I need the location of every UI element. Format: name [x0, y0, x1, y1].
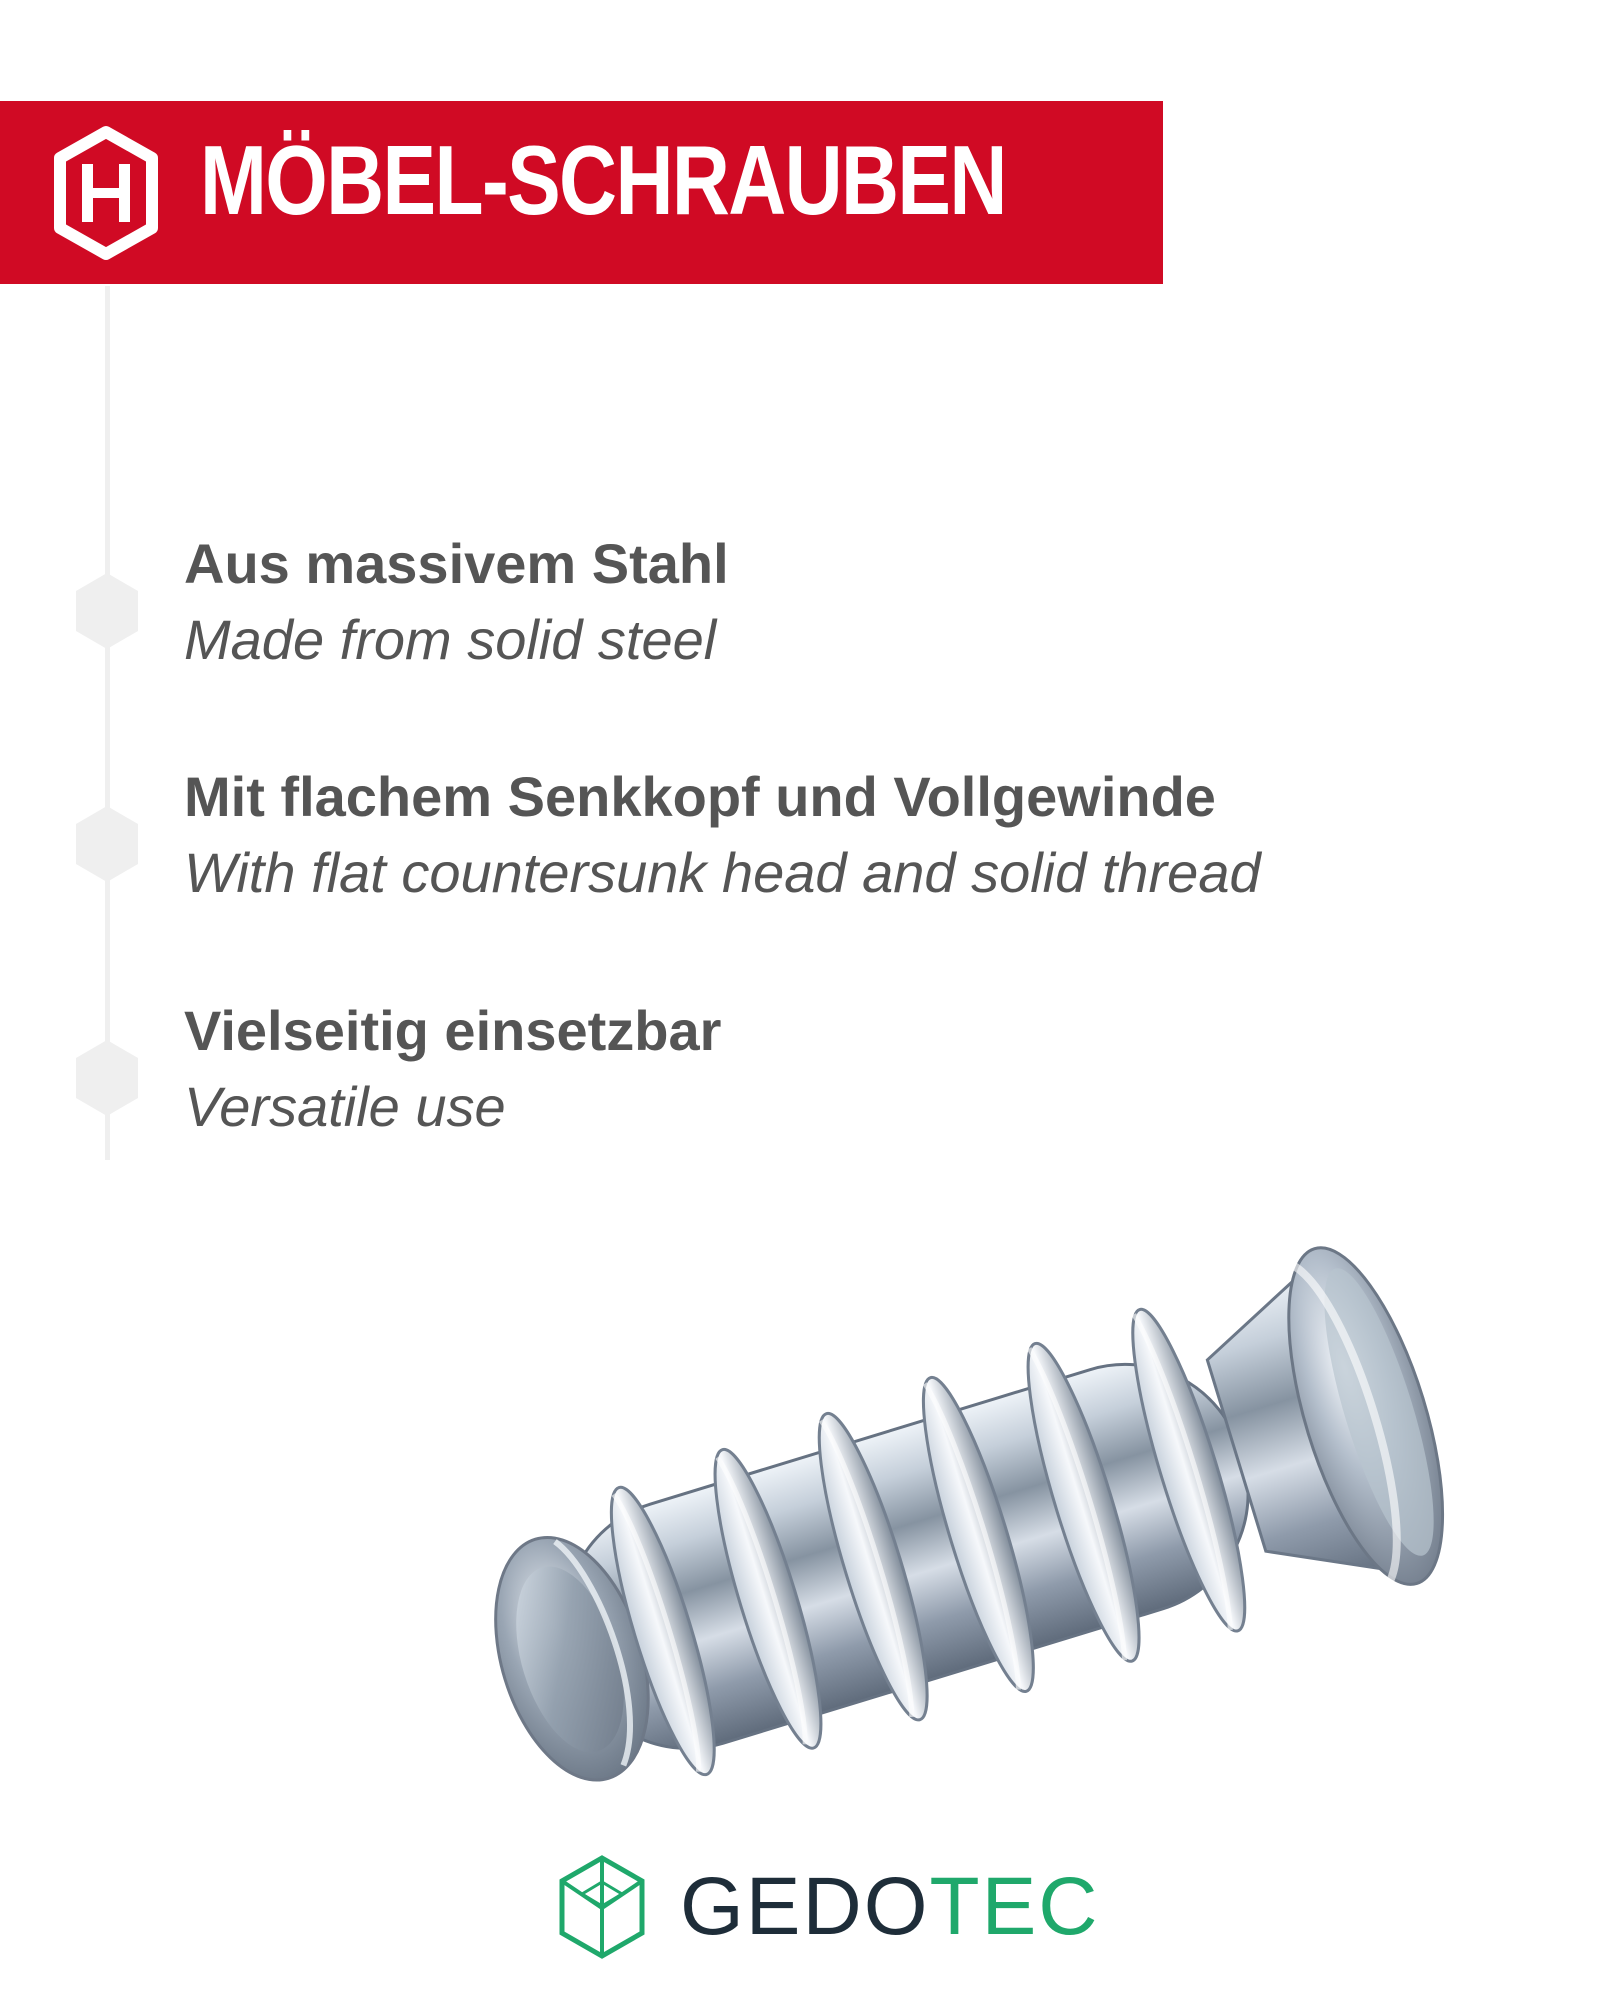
hexagon-bullet-icon	[72, 571, 142, 651]
feature-subtitle: With flat countersunk head and solid thread	[184, 841, 1261, 904]
feature-title: Mit flachem Senkkopf und Vollgewinde	[184, 765, 1216, 828]
feature-title: Aus massivem Stahl	[184, 532, 729, 595]
brand-name	[680, 1861, 1100, 1952]
brand-name-part-1: GEDO	[680, 1861, 930, 1952]
feature-subtitle: Made from solid steel	[184, 608, 717, 671]
hexagon-bullet-icon	[72, 804, 142, 884]
page-title: MÖBEL-SCHRAUBEN	[200, 125, 1006, 235]
screw-image	[390, 1070, 1550, 1850]
gedotec-logo-icon	[552, 1852, 652, 1962]
brand-name-part-2: TEC	[929, 1861, 1100, 1952]
hexagon-bullet-icon	[72, 1038, 142, 1118]
feature-title: Vielseitig einsetzbar	[184, 999, 722, 1062]
brand-logo	[552, 1852, 1100, 1962]
feature-subtitle: Versatile use	[184, 1075, 506, 1138]
